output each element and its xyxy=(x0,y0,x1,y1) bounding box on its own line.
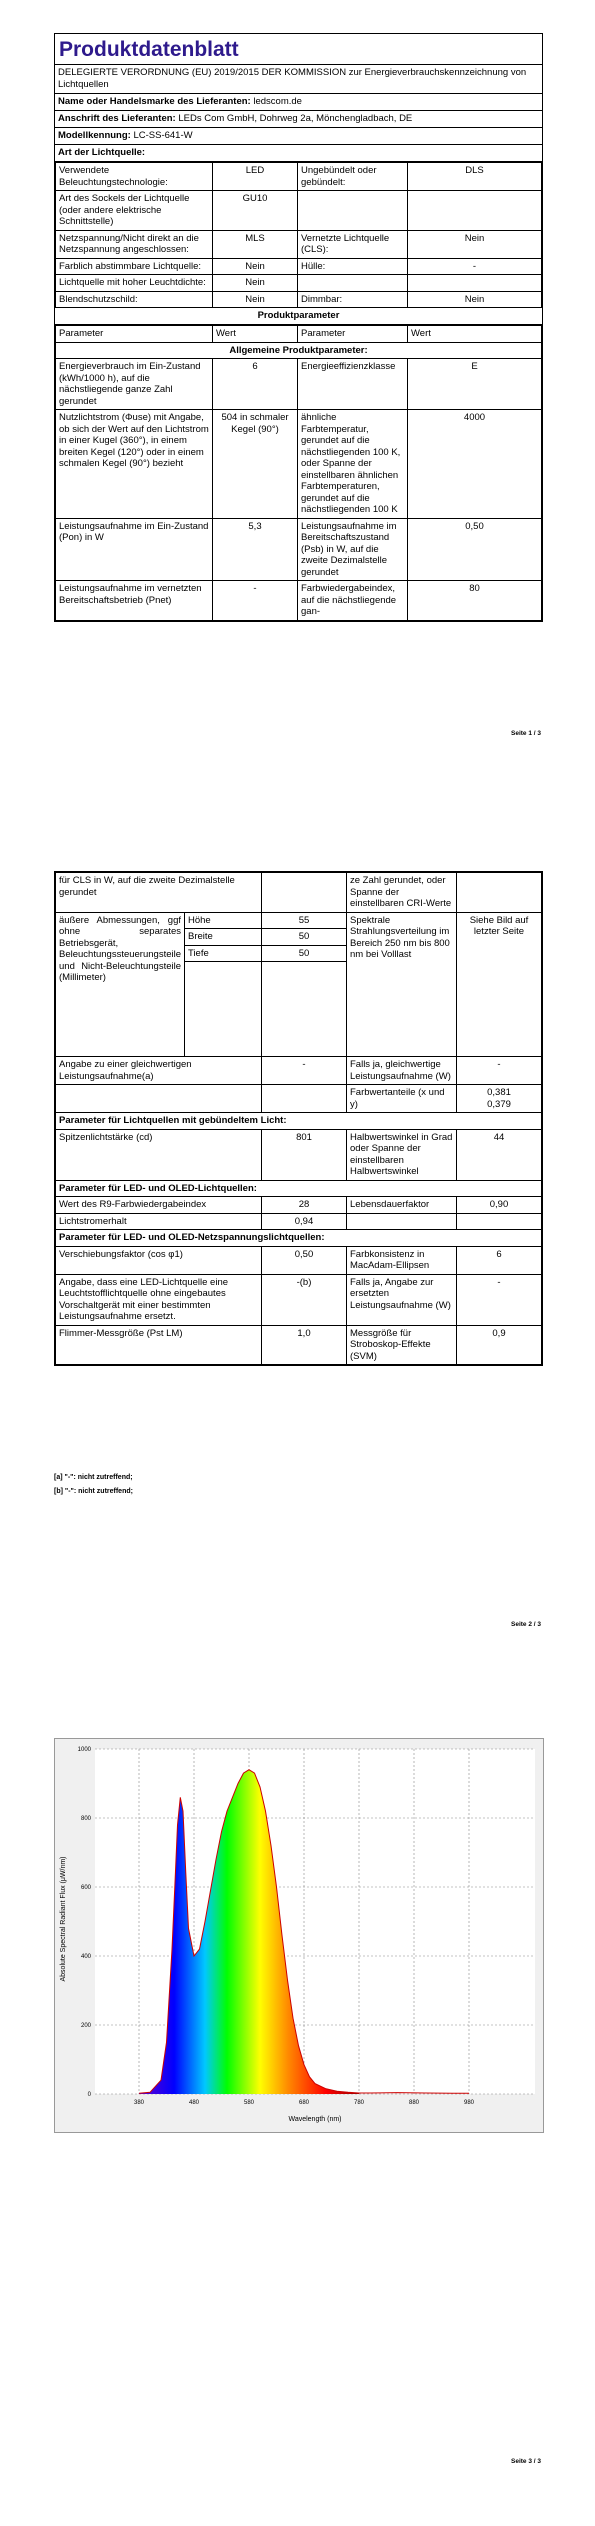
value-col-header: Wert xyxy=(213,326,298,343)
dimension-key: Höhe xyxy=(185,912,262,929)
type-param: Art des Sockels der Lichtquelle (oder andere elektrische Schnittstelle) xyxy=(56,191,213,231)
type-row xyxy=(56,258,542,275)
page-number-3: Seite 3 / 3 xyxy=(511,2458,541,2465)
general-value: - xyxy=(213,581,298,621)
model-row xyxy=(55,128,542,145)
mls-row-param: Angabe, dass eine LED-Lichtquelle eine Leuchtstofflichtquelle ohne eingebautes Vorschaltgerät mit einer bestimmten Leistungsaufnahme ersetzt. xyxy=(56,1274,262,1325)
mls-row-value: 1,0 xyxy=(262,1325,347,1365)
general-param-2: ähnliche Farbtemperatur, gerundet auf die nächstliegenden 100 K, oder Spanne der einstellbaren ähnlichen Farbtemperaturen, gerundet auf die nächstliegenden 100 K xyxy=(298,410,408,519)
general-param-row xyxy=(56,518,542,581)
footnote-a: [a] "-": nicht zutreffend; xyxy=(54,1474,133,1481)
directional-row-param-2: Halbwertswinkel in Grad oder Spanne der einstellbaren Halbwertswinkel xyxy=(347,1129,457,1180)
general-value-2: E xyxy=(408,359,542,410)
product-params-table xyxy=(55,325,542,621)
equivalent-power-row xyxy=(56,1057,542,1085)
type-row xyxy=(56,163,542,191)
product-params-table-continued xyxy=(55,872,542,1365)
general-param-2: Leistungsaufnahme im Bereitschaftszustand (Psb) in W, auf die zweite Dezimalstelle gerundet xyxy=(298,518,408,581)
mls-row-param-2: Farbkonsistenz in MacAdam-Ellipsen xyxy=(347,1246,457,1274)
supplier-address-label: Anschrift des Lieferanten: xyxy=(58,113,176,124)
general-param-row xyxy=(56,410,542,519)
spectrum-svg xyxy=(55,1739,543,2132)
general-value: 504 in schmaler Kegel (90°) xyxy=(213,410,298,519)
x-tick-label: 980 xyxy=(463,2100,475,2106)
product-params-header: Produktparameter xyxy=(55,308,542,325)
supplier-address-value: LEDs Com GmbH, Dohrweg 2a, Mönchengladbach, DE xyxy=(178,113,413,124)
dimension-spacer-2 xyxy=(262,962,347,1057)
type-value: Nein xyxy=(213,258,298,275)
general-param: Leistungsaufnahme im vernetzten Bereitschaftsbetrieb (Pnet) xyxy=(56,581,213,621)
led-row-value-2: 0,90 xyxy=(457,1197,542,1214)
dimension-value: 50 xyxy=(262,945,347,962)
value-col-header-2: Wert xyxy=(408,326,542,343)
equivalent-power-row-value-2: - xyxy=(457,1057,542,1085)
directional-row-value: 801 xyxy=(262,1129,347,1180)
mls-row xyxy=(56,1274,542,1325)
general-param: Energieverbrauch im Ein-Zustand (kWh/1000 h), auf die nächstliegende ganze Zahl gerundet xyxy=(56,359,213,410)
x-tick-label: 480 xyxy=(188,2100,200,2106)
model-value: LC-SS-641-W xyxy=(133,130,193,141)
dimensions-label: äußere Abmessungen, ggf ohne separates Betriebsgerät, Beleuchtungssteuerungsteile und Nicht-Beleuchtungsteile (Millimeter) xyxy=(56,912,185,1057)
equivalent-power-row-value: - xyxy=(262,1057,347,1085)
led-params-header: Parameter für LED- und OLED-Lichtquellen: xyxy=(56,1180,542,1197)
spectral-distribution-value: Siehe Bild auf letzter Seite xyxy=(457,912,542,1057)
directional-row-value-2: 44 xyxy=(457,1129,542,1180)
type-value-2: DLS xyxy=(408,163,542,191)
mls-row-param-2: Messgröße für Stroboskop-Effekte (SVM) xyxy=(347,1325,457,1365)
general-param-2: Energieeffizienzklasse xyxy=(298,359,408,410)
continued-row-param-2: ze Zahl gerundet, oder Spanne der einstellbaren CRI-Werte xyxy=(347,873,457,913)
footnote-b: [b] "-": nicht zutreffend; xyxy=(54,1488,133,1495)
type-param: Blendschutzschild: xyxy=(56,291,213,308)
chromaticity-empty xyxy=(56,1085,262,1113)
type-value: Nein xyxy=(213,275,298,292)
type-row xyxy=(56,191,542,231)
mls-row-param: Flimmer-Messgröße (Pst LM) xyxy=(56,1325,262,1365)
continued-row-value xyxy=(262,873,347,913)
directional-row-param: Spitzenlichtstärke (cd) xyxy=(56,1129,262,1180)
document-title: Produktdatenblatt xyxy=(55,34,542,65)
dimension-value: 50 xyxy=(262,929,347,946)
mls-row-param-2: Falls ja, Angabe zur ersetzten Leistungsaufnahme (W) xyxy=(347,1274,457,1325)
y-tick-label: 200 xyxy=(80,2023,91,2029)
type-param-2: Ungebündelt oder gebündelt: xyxy=(298,163,408,191)
supplier-name-row xyxy=(55,94,542,111)
spectral-distribution-chart xyxy=(54,1738,544,2133)
light-source-type-header: Art der Lichtquelle: xyxy=(55,145,542,162)
continued-row-value-2 xyxy=(457,873,542,913)
type-param: Netzspannung/Nicht direkt an die Netzspannung angeschlossen: xyxy=(56,230,213,258)
mls-row-value: 0,50 xyxy=(262,1246,347,1274)
type-value: GU10 xyxy=(213,191,298,231)
x-tick-label: 880 xyxy=(408,2100,420,2106)
type-row xyxy=(56,291,542,308)
led-params-header-row xyxy=(56,1180,542,1197)
supplier-name-label: Name oder Handelsmarke des Lieferanten: xyxy=(58,96,251,107)
column-header-row xyxy=(56,326,542,343)
type-value-2: Nein xyxy=(408,291,542,308)
dimension-value: 55 xyxy=(262,912,347,929)
x-tick-label: 680 xyxy=(298,2100,310,2106)
general-value-2: 80 xyxy=(408,581,542,621)
x-tick-label: 780 xyxy=(353,2100,365,2106)
light-source-type-table xyxy=(55,162,542,308)
led-row xyxy=(56,1197,542,1214)
regulation-intro: DELEGIERTE VERORDNUNG (EU) 2019/2015 DER KOMMISSION zur Energieverbrauchskennzeichnung von Lichtquellen xyxy=(55,65,542,94)
general-value-2: 0,50 xyxy=(408,518,542,581)
mls-params-header-row xyxy=(56,1230,542,1247)
y-tick-label: 400 xyxy=(80,1954,91,1960)
type-value: MLS xyxy=(213,230,298,258)
mls-row-value-2: 6 xyxy=(457,1246,542,1274)
type-value: Nein xyxy=(213,291,298,308)
equivalent-power-row-param: Angabe zu einer gleichwertigen Leistungsaufnahme(a) xyxy=(56,1057,262,1085)
directional-params-header-row xyxy=(56,1113,542,1130)
page-number-1: Seite 1 / 3 xyxy=(511,730,541,737)
spectral-distribution-label: Spektrale Strahlungsverteilung im Bereich 250 nm bis 800 nm bei Volllast xyxy=(347,912,457,1057)
y-tick-label: 0 xyxy=(87,2092,91,2098)
general-param-row xyxy=(56,581,542,621)
type-row xyxy=(56,275,542,292)
model-label: Modellkennung: xyxy=(58,130,131,141)
dimension-key: Tiefe xyxy=(185,945,262,962)
supplier-name-value: ledscom.de xyxy=(253,96,302,107)
dimension-row xyxy=(56,912,542,929)
led-row xyxy=(56,1213,542,1230)
type-value-2 xyxy=(408,191,542,231)
general-param: Nutzlichtstrom (Φuse) mit Angabe, ob sich der Wert auf den Lichtstrom in einer Kugel (360°), in einem breiten Kegel (120°) oder in einem schmalen Kegel (90°) bezieht xyxy=(56,410,213,519)
type-value-2: Nein xyxy=(408,230,542,258)
led-row-value-2 xyxy=(457,1213,542,1230)
led-row-param: Wert des R9-Farbwiedergabeindex xyxy=(56,1197,262,1214)
type-param-2 xyxy=(298,191,408,231)
general-value: 6 xyxy=(213,359,298,410)
y-tick-label: 600 xyxy=(80,1885,91,1891)
datasheet-page-1 xyxy=(54,33,543,622)
x-axis-label: Wavelength (nm) xyxy=(288,2116,342,2123)
type-value: LED xyxy=(213,163,298,191)
led-row-value: 28 xyxy=(262,1197,347,1214)
general-value: 5,3 xyxy=(213,518,298,581)
x-tick-label: 380 xyxy=(133,2100,145,2106)
led-row-param-2: Lebensdauerfaktor xyxy=(347,1197,457,1214)
general-param-row xyxy=(56,359,542,410)
chromaticity-value: 0,381 0,379 xyxy=(457,1085,542,1113)
type-param-2 xyxy=(298,275,408,292)
directional-row xyxy=(56,1129,542,1180)
datasheet-page-2 xyxy=(54,871,543,1366)
directional-params-header: Parameter für Lichtquellen mit gebündeltem Licht: xyxy=(56,1113,542,1130)
y-tick-label: 1000 xyxy=(77,1747,91,1753)
param-col-header: Parameter xyxy=(56,326,213,343)
type-param-2: Vernetzte Lichtquelle (CLS): xyxy=(298,230,408,258)
type-param-2: Dimmbar: xyxy=(298,291,408,308)
supplier-address-row xyxy=(55,111,542,128)
type-row xyxy=(56,230,542,258)
chromaticity-row xyxy=(56,1085,542,1113)
led-row-param-2 xyxy=(347,1213,457,1230)
led-row-value: 0,94 xyxy=(262,1213,347,1230)
chromaticity-label: Farbwertanteile (x und y) xyxy=(347,1085,457,1113)
mls-row-value-2: 0,9 xyxy=(457,1325,542,1365)
general-params-header: Allgemeine Produktparameter: xyxy=(56,342,542,359)
continued-row xyxy=(56,873,542,913)
chromaticity-empty-2 xyxy=(262,1085,347,1113)
general-param: Leistungsaufnahme im Ein-Zustand (Pon) in W xyxy=(56,518,213,581)
type-value-2: - xyxy=(408,258,542,275)
dimension-key: Breite xyxy=(185,929,262,946)
led-row-param: Lichtstromerhalt xyxy=(56,1213,262,1230)
equivalent-power-row-param-2: Falls ja, gleichwertige Leistungsaufnahme (W) xyxy=(347,1057,457,1085)
mls-row-value-2: - xyxy=(457,1274,542,1325)
mls-row-param: Verschiebungsfaktor (cos φ1) xyxy=(56,1246,262,1274)
y-axis-label: Absolute Spectral Radiant Flux (μW/nm) xyxy=(60,1856,67,1982)
mls-params-header: Parameter für LED- und OLED-Netzspannungslichtquellen: xyxy=(56,1230,542,1247)
mls-row-value: -(b) xyxy=(262,1274,347,1325)
general-value-2: 4000 xyxy=(408,410,542,519)
param-col-header-2: Parameter xyxy=(298,326,408,343)
type-param: Lichtquelle mit hoher Leuchtdichte: xyxy=(56,275,213,292)
mls-row xyxy=(56,1246,542,1274)
general-param-2: Farbwiedergabeindex, auf die nächstliegende gan- xyxy=(298,581,408,621)
continued-row-param: für CLS in W, auf die zweite Dezimalstelle gerundet xyxy=(56,873,262,913)
type-param: Farblich abstimmbare Lichtquelle: xyxy=(56,258,213,275)
type-param: Verwendete Beleuchtungstechnologie: xyxy=(56,163,213,191)
dimension-spacer xyxy=(185,962,262,1057)
mls-row xyxy=(56,1325,542,1365)
y-tick-label: 800 xyxy=(80,1816,91,1822)
x-tick-label: 580 xyxy=(243,2100,255,2106)
type-param-2: Hülle: xyxy=(298,258,408,275)
page-number-2: Seite 2 / 3 xyxy=(511,1621,541,1628)
type-value-2 xyxy=(408,275,542,292)
